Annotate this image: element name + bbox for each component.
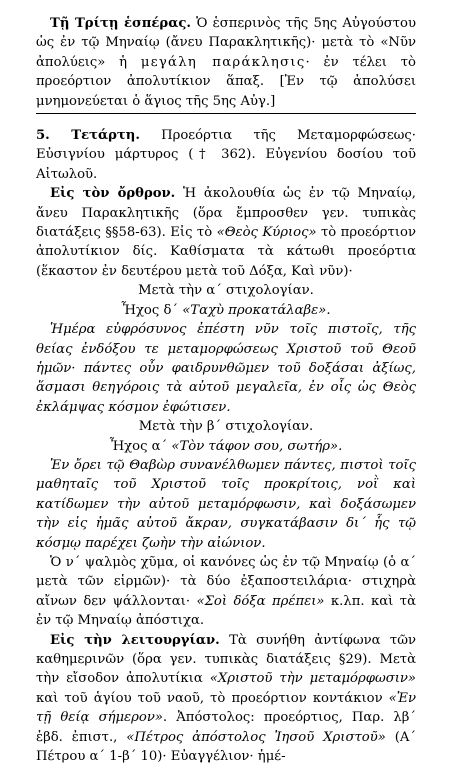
italic-span: «Πέτρος ἀπόστολος Ἰησοῦ Χριστοῦ»: [126, 729, 386, 745]
kathisma-2-text: Ἐν ὄρει τῷ Θαβὼρ συνανέλθωμεν πάντες, πιστοὶ τοῖς μαθηταῖς τοῦ Χριστοῦ τοῖς προκρίτοις, νοῒ καὶ κατίδωμεν τὴν αὐτοῦ μεταμόρφωσιν, καὶ δοξάσωμεν τὴν εἰς ἡμᾶς αὐτοῦ ἄκραν, συγκατάβασιν δι΄ ἧς τῷ κόσμῳ παρέχει ζωὴν τὴν αἰώνιον.: [36, 457, 416, 551]
tone-label: Ἦχος δ΄: [121, 302, 178, 318]
text-span: κ.λπ. καὶ τὰ ἐν τῷ Μηναίῳ ἀπόστιχα.: [36, 593, 417, 629]
paragraph-liturgy: [36, 631, 416, 766]
melody-label: «Τὸν τάφον σου, σωτήρ».: [171, 438, 343, 454]
paragraph-orthros: [36, 184, 416, 281]
kathisma-1-text: Ἡμέρα εὐφρόσυνος ἐπέστη νῦν τοῖς πιστοῖς, τῆς θείας ἐνδόξου τε μεταμορφώσεως Χριστοῦ τοῦ Θεοῦ ἡμῶν· πάντες οὖν φαιδρυνθῶμεν τοῦ δοξάσαι ἀξίως, ἅσμασι θεηγόροις τὰ αὐτοῦ μεγαλεῖα, ἐν οἷς ὡς Θεὸς ἐκλάμψας κόσμον ἐφώτισεν.: [36, 322, 416, 415]
italic-span: «Χριστοῦ τὴν μεταμόρφωσιν»: [209, 671, 416, 687]
paragraph-tuesday-evening: [36, 14, 416, 111]
heading-orthros: Εἰς τὸν ὄρθρον.: [50, 186, 176, 202]
text-span: Ὁ ν΄ ψαλμὸς χῦμα, οἱ κανόνες ὡς ἐν τῷ Μηναίῳ (ὁ α΄ μετὰ τῶν εἱρμῶν)· τὰ δύο ἐξαποστειλάρια· στιχηρὰ αἴνων δεν ψάλλονται·: [36, 554, 416, 609]
kathisma-1-tone: [36, 301, 416, 320]
paragraph-psalm-50: [36, 553, 416, 631]
text-span: Προεόρτια τῆς Μεταμορφώσεως· Εὐσιγνίου μάρτυρος († 362). Εὐγενίου δοσίου τοῦ Αἰτωλοῦ.: [36, 128, 416, 182]
text-span: (Α΄ Πέτρου α΄ 1-β΄ 10)· Εὐαγγέλιον· ἡμέ-: [36, 729, 416, 765]
paragraph-wednesday: [36, 126, 416, 184]
text-span: · ἐν τέλει τὸ προεόρτιον ἀπολυτίκιον ἅπαξ. [Ἐν τῷ ἀπολύσει μνημονεύεται ὁ ἅγιος τῆς 5ης Αὐγ.]: [36, 54, 416, 109]
day-heading: 5. Τετάρτη.: [36, 128, 140, 144]
kathisma-2-tone: [36, 437, 416, 456]
tone-label: Ἦχος α΄: [109, 438, 168, 454]
text-span: . Ἀπόστολος: προεόρτιος, Παρ. λβ΄ ἑβδ. ἐπιστ.,: [36, 710, 416, 745]
spacer: [36, 114, 416, 126]
text-span: Ἡ ἀκολουθία ὡς ἐν τῷ Μηναίῳ, ἄνευ Παρακλητικῆς (ὅρα ἔμπροσθεν γεν. τυπικὰς διατάξεις §§58-63). Εἰς τὸ: [36, 186, 416, 241]
text-span: τὸ προεόρτιον ἀπολυτίκιον δίς. Καθίσματα τὰ κάτωθι προεόρτια (ἕκαστον ἐν δευτέρου μετὰ τοῦ Δόξα, Καὶ νῦν)·: [36, 225, 416, 279]
kathisma-1-heading: Μετὰ τὴν α΄ στιχολογίαν.: [138, 283, 314, 299]
text-span: καὶ τοῦ ἁγίου τοῦ ναοῦ, τὸ προεόρτιον κοντάκιον: [36, 690, 389, 706]
melody-label: «Ταχὺ προκατάλαβε».: [182, 302, 331, 318]
heading-tuesday-evening: Τῇ Τρίτῃ ἑσπέρας.: [50, 16, 191, 31]
spaced-text: μεγάλη παράκλησις: [140, 54, 306, 70]
text-span: Τὰ συνήθη ἀντίφωνα τῶν καθημερινῶν (ὅρα γεν. τυπικὰς διατάξεις §29). Μετὰ τὴν εἴσοδον ἀπολυτίκια: [36, 632, 416, 687]
text-span: Ὁ ἑσπερινὸς τῆς 5ης Αὐγούστου ὡς ἐν τῷ Μηναίῳ (ἄνευ Παρακλητικῆς)· μετὰ τὸ «Νῦν ἀπολύεις» ἡ: [36, 16, 416, 70]
italic-span: «Θεὸς Κύριος»: [216, 225, 317, 241]
heading-liturgy: Εἰς τὴν λειτουργίαν.: [50, 632, 220, 648]
document-page: [36, 14, 416, 766]
italic-span: «Ἐν τῇ θείᾳ σήμερον»: [36, 690, 416, 726]
kathisma-2-heading: Μετὰ τὴν β΄ στιχολογίαν.: [138, 419, 314, 435]
italic-span: «Σοὶ δόξα πρέπει»: [196, 593, 325, 609]
